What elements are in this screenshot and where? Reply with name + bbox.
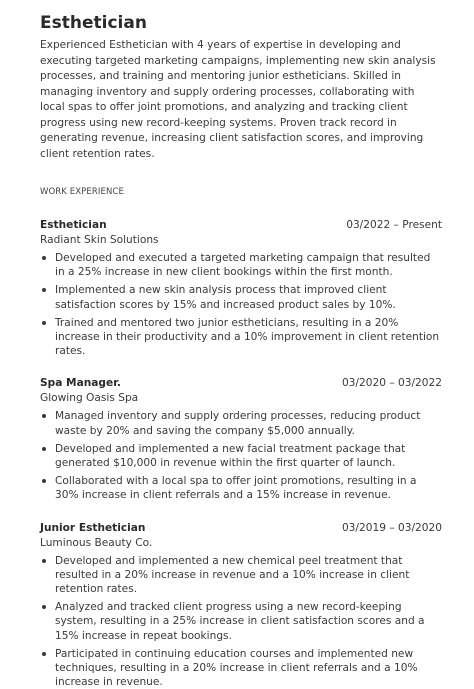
- bullet-icon: [42, 256, 46, 260]
- job-header: [40, 218, 442, 233]
- achievement-text: Analyzed and tracked client progress using a new record-keeping system, resulting in a 25% increase in client satisfaction scores and a 15% increase in repeat bookings.: [55, 601, 425, 642]
- achievement-item: [40, 251, 442, 279]
- job-title: Junior Esthetician: [40, 521, 146, 534]
- bullet-icon: [42, 479, 46, 483]
- achievement-item: [40, 554, 442, 597]
- job-entry: [40, 218, 442, 358]
- job-header: [40, 521, 442, 536]
- achievement-text: Participated in continuing education courses and implemented new techniques, resulting in a 20% increase in client referrals and a 10% increase in revenue.: [55, 647, 418, 689]
- achievement-item: [40, 600, 442, 643]
- job-title: Esthetician: [40, 219, 107, 231]
- job-entry: [40, 376, 442, 502]
- job-header: [40, 376, 442, 391]
- bullet-icon: [42, 288, 46, 292]
- achievement-text: Developed and implemented a new facial treatment package that generated $10,000 in revenue within the first quarter of launch.: [55, 442, 406, 470]
- achievement-item: [40, 474, 442, 502]
- bullet-icon: [42, 321, 46, 325]
- achievement-item: [40, 409, 442, 437]
- job-dates: 03/2022 – Present: [346, 219, 442, 231]
- job-dates: 03/2020 – 03/2022: [341, 377, 442, 390]
- job-dates: 03/2019 – 03/2020: [341, 521, 442, 534]
- company-name: Luminous Beauty Co.: [40, 536, 153, 549]
- achievement-text: Developed and executed a targeted marketing campaign that resulted in a 25% increase in new client bookings within the first month.: [55, 252, 431, 279]
- achievement-text: Developed and implemented a new chemical peel treatment that resulted in a 20% increase in revenue and a 10% increase in client retention rates.: [55, 554, 410, 596]
- bullet-icon: [42, 605, 46, 609]
- bullet-icon: [42, 414, 46, 418]
- company-name: Glowing Oasis Spa: [40, 392, 139, 405]
- achievement-item: [40, 283, 442, 311]
- achievement-item: [40, 442, 442, 470]
- achievement-item: [40, 647, 442, 689]
- achievement-text: Implemented a new skin analysis process that improved client satisfaction scores by 15% and increased product sales by 10%.: [55, 284, 396, 311]
- company-name: Radiant Skin Solutions: [40, 234, 159, 246]
- work-experience-heading: WORK EXPERIENCE: [40, 187, 124, 197]
- bullet-icon: [42, 652, 46, 656]
- resume-title: Esthetician: [40, 13, 147, 33]
- achievement-text: Trained and mentored two junior estheticians, resulting in a 20% increase in their productivity and a 10% improvement in client retention rates.: [55, 316, 440, 358]
- achievement-list: [40, 251, 442, 358]
- bullet-icon: [42, 559, 46, 563]
- job-title: Spa Manager.: [40, 377, 121, 390]
- professional-summary: Experienced Esthetician with 4 years of expertise in developing and executing targeted marketing campaigns, implementing new skin analysis processes, and training and mentoring junior estheticians. Skilled in managing inventory and supply ordering processes, collaborating with local spas to offer joint promotions, and analyzing and tracking client progress using new record-keeping systems. Proven track record in generating revenue, increasing client satisfaction scores, and improving client retention rates.: [40, 39, 436, 160]
- achievement-text: Collaborated with a local spa to offer joint promotions, resulting in a 30% increase in client referrals and a 15% increase in revenue.: [55, 475, 417, 502]
- achievement-list: [40, 409, 442, 502]
- achievement-text: Managed inventory and supply ordering processes, reducing product waste by 20% and saving the company $5,000 annually.: [55, 410, 421, 437]
- job-entry: [40, 521, 442, 689]
- bullet-icon: [42, 447, 46, 451]
- achievement-list: [40, 554, 442, 689]
- achievement-item: [40, 316, 442, 359]
